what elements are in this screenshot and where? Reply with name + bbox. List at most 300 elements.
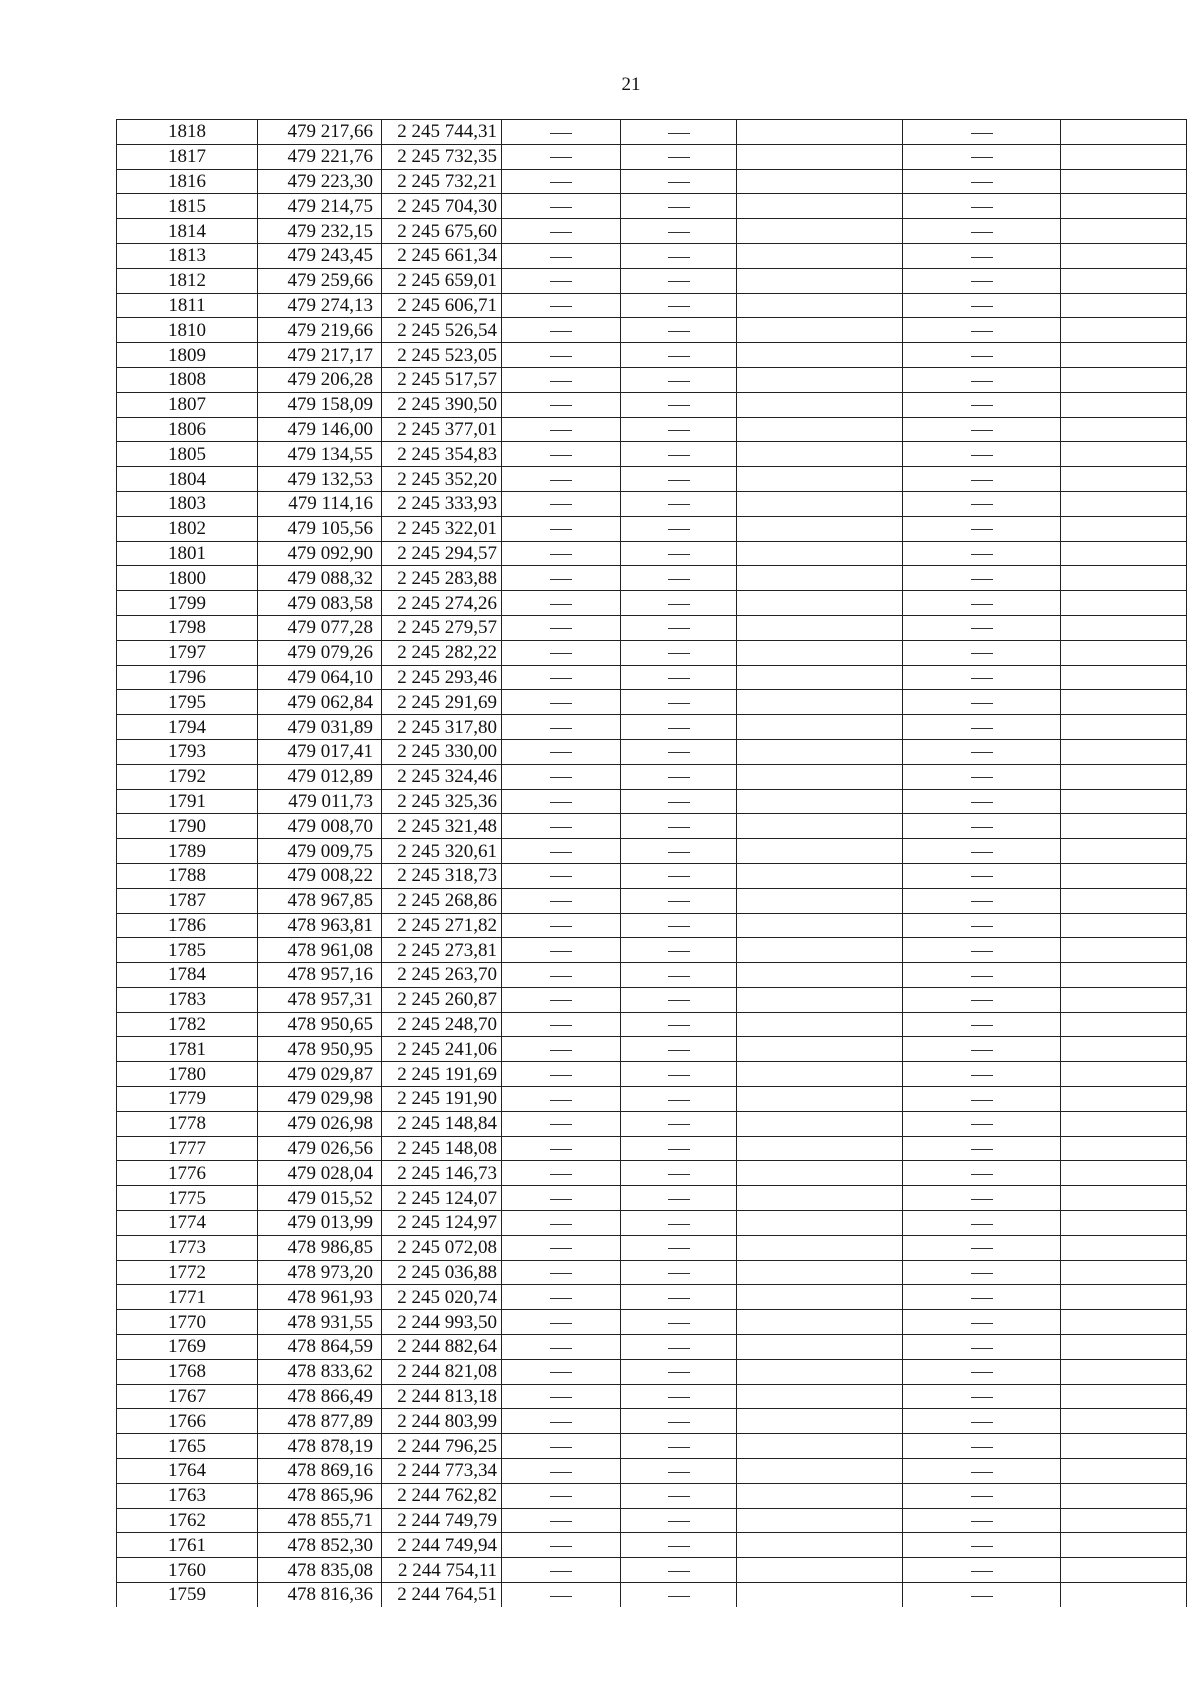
blank-cell <box>737 1285 903 1310</box>
point-number: 1806 <box>117 417 258 442</box>
blank-cell <box>1061 144 1187 169</box>
dash-mark <box>668 1372 690 1373</box>
point-number: 1801 <box>117 541 258 566</box>
blank-cell <box>1061 1161 1187 1186</box>
blank-cell <box>1061 739 1187 764</box>
dash-mark <box>971 1025 993 1026</box>
dash-cell <box>903 913 1061 938</box>
dash-cell <box>903 1235 1061 1260</box>
blank-cell <box>737 268 903 293</box>
blank-cell <box>1061 1111 1187 1136</box>
table-row <box>117 1384 1187 1409</box>
blank-cell <box>737 789 903 814</box>
dash-mark <box>971 1298 993 1299</box>
table-row <box>117 963 1187 988</box>
dash-mark <box>668 1422 690 1423</box>
dash-mark <box>550 703 572 704</box>
coord-y: 2 245 322,01 <box>382 516 502 541</box>
blank-cell <box>1061 1483 1187 1508</box>
dash-mark <box>971 604 993 605</box>
dash-mark <box>668 1000 690 1001</box>
dash-mark <box>971 653 993 654</box>
dash-cell <box>502 814 621 839</box>
dash-mark <box>550 1496 572 1497</box>
blank-cell <box>1061 566 1187 591</box>
dash-mark <box>550 901 572 902</box>
blank-cell <box>737 1558 903 1583</box>
dash-cell <box>903 566 1061 591</box>
coord-x: 479 026,56 <box>258 1136 382 1161</box>
dash-mark <box>550 1050 572 1051</box>
dash-mark <box>971 1248 993 1249</box>
dash-cell <box>903 120 1061 145</box>
dash-mark <box>668 1546 690 1547</box>
coord-x: 479 009,75 <box>258 839 382 864</box>
coord-y: 2 245 191,69 <box>382 1062 502 1087</box>
dash-mark <box>550 1224 572 1225</box>
blank-cell <box>737 1459 903 1484</box>
dash-mark <box>971 1000 993 1001</box>
dash-cell <box>903 1384 1061 1409</box>
dash-cell <box>621 1459 737 1484</box>
table-row <box>117 1012 1187 1037</box>
coord-y: 2 245 293,46 <box>382 665 502 690</box>
dash-mark <box>550 802 572 803</box>
dash-cell <box>502 1434 621 1459</box>
coord-y: 2 245 659,01 <box>382 268 502 293</box>
dash-cell <box>621 442 737 467</box>
point-number: 1763 <box>117 1483 258 1508</box>
dash-cell <box>621 1335 737 1360</box>
point-number: 1773 <box>117 1235 258 1260</box>
dash-mark <box>550 207 572 208</box>
table-row <box>117 120 1187 145</box>
dash-mark <box>550 306 572 307</box>
dash-cell <box>621 1161 737 1186</box>
table-row <box>117 1161 1187 1186</box>
dash-cell <box>903 839 1061 864</box>
dash-cell <box>621 491 737 516</box>
dash-mark <box>971 1596 993 1597</box>
dash-cell <box>903 541 1061 566</box>
coord-x: 479 008,70 <box>258 814 382 839</box>
table-row <box>117 243 1187 268</box>
blank-cell <box>1061 1087 1187 1112</box>
blank-cell <box>1061 1409 1187 1434</box>
dash-cell <box>502 938 621 963</box>
blank-cell <box>737 1012 903 1037</box>
blank-cell <box>1061 1359 1187 1384</box>
coord-x: 478 835,08 <box>258 1558 382 1583</box>
blank-cell <box>1061 1285 1187 1310</box>
blank-cell <box>737 1508 903 1533</box>
table-row <box>117 1335 1187 1360</box>
blank-cell <box>1061 1533 1187 1558</box>
blank-cell <box>1061 938 1187 963</box>
dash-mark <box>668 306 690 307</box>
table-row <box>117 1359 1187 1384</box>
dash-mark <box>971 133 993 134</box>
dash-mark <box>971 951 993 952</box>
point-number: 1761 <box>117 1533 258 1558</box>
dash-mark <box>550 529 572 530</box>
blank-cell <box>737 987 903 1012</box>
point-number: 1789 <box>117 839 258 864</box>
blank-cell <box>737 739 903 764</box>
dash-cell <box>903 1558 1061 1583</box>
blank-cell <box>1061 1012 1187 1037</box>
dash-cell <box>621 1533 737 1558</box>
blank-cell <box>1061 1136 1187 1161</box>
coord-x: 479 214,75 <box>258 194 382 219</box>
table-row <box>117 615 1187 640</box>
dash-mark <box>550 653 572 654</box>
dash-mark <box>668 852 690 853</box>
coord-y: 2 245 020,74 <box>382 1285 502 1310</box>
dash-cell <box>621 1087 737 1112</box>
dash-cell <box>903 715 1061 740</box>
coord-x: 478 852,30 <box>258 1533 382 1558</box>
dash-cell <box>903 1186 1061 1211</box>
coord-y: 2 244 803,99 <box>382 1409 502 1434</box>
dash-cell <box>903 1062 1061 1087</box>
coord-x: 479 008,22 <box>258 863 382 888</box>
dash-cell <box>903 764 1061 789</box>
dash-cell <box>621 144 737 169</box>
point-number: 1765 <box>117 1434 258 1459</box>
coord-y: 2 245 271,82 <box>382 913 502 938</box>
blank-cell <box>737 194 903 219</box>
coord-x: 479 077,28 <box>258 615 382 640</box>
dash-cell <box>903 1434 1061 1459</box>
blank-cell <box>737 1335 903 1360</box>
dash-mark <box>668 901 690 902</box>
coord-y: 2 245 036,88 <box>382 1260 502 1285</box>
dash-mark <box>668 1472 690 1473</box>
dash-cell <box>903 1260 1061 1285</box>
coord-x: 478 957,31 <box>258 987 382 1012</box>
table-row <box>117 343 1187 368</box>
blank-cell <box>737 839 903 864</box>
blank-cell <box>1061 392 1187 417</box>
table-row <box>117 442 1187 467</box>
dash-cell <box>903 343 1061 368</box>
table-row <box>117 1211 1187 1236</box>
page-number: 21 <box>621 74 641 95</box>
dash-cell <box>903 169 1061 194</box>
point-number: 1784 <box>117 963 258 988</box>
dash-cell <box>903 243 1061 268</box>
dash-mark <box>971 777 993 778</box>
blank-cell <box>1061 343 1187 368</box>
dash-cell <box>903 1012 1061 1037</box>
dash-cell <box>903 963 1061 988</box>
blank-cell <box>1061 442 1187 467</box>
dash-cell <box>903 665 1061 690</box>
blank-cell <box>737 566 903 591</box>
dash-mark <box>971 1323 993 1324</box>
point-number: 1793 <box>117 739 258 764</box>
dash-cell <box>621 1483 737 1508</box>
blank-cell <box>1061 1260 1187 1285</box>
dash-mark <box>668 1348 690 1349</box>
coord-x: 479 083,58 <box>258 591 382 616</box>
blank-cell <box>737 665 903 690</box>
blank-cell <box>1061 1434 1187 1459</box>
dash-mark <box>668 504 690 505</box>
dash-cell <box>502 392 621 417</box>
dash-mark <box>550 331 572 332</box>
blank-cell <box>737 690 903 715</box>
blank-cell <box>737 1434 903 1459</box>
dash-mark <box>971 852 993 853</box>
point-number: 1771 <box>117 1285 258 1310</box>
dash-cell <box>502 913 621 938</box>
blank-cell <box>737 442 903 467</box>
blank-cell <box>737 343 903 368</box>
dash-mark <box>971 1521 993 1522</box>
dash-cell <box>621 1434 737 1459</box>
dash-mark <box>971 529 993 530</box>
coord-y: 2 245 606,71 <box>382 293 502 318</box>
dash-cell <box>621 318 737 343</box>
point-number: 1794 <box>117 715 258 740</box>
blank-cell <box>1061 1384 1187 1409</box>
coord-x: 478 878,19 <box>258 1434 382 1459</box>
dash-mark <box>668 604 690 605</box>
dash-cell <box>502 417 621 442</box>
blank-cell <box>737 541 903 566</box>
dash-cell <box>502 467 621 492</box>
coord-y: 2 245 744,31 <box>382 120 502 145</box>
dash-cell <box>903 1359 1061 1384</box>
coord-x: 479 217,17 <box>258 343 382 368</box>
dash-cell <box>502 739 621 764</box>
dash-cell <box>502 690 621 715</box>
table-row <box>117 194 1187 219</box>
dash-cell <box>502 1508 621 1533</box>
table-row <box>117 863 1187 888</box>
blank-cell <box>1061 467 1187 492</box>
blank-cell <box>737 913 903 938</box>
blank-cell <box>737 219 903 244</box>
blank-cell <box>1061 888 1187 913</box>
blank-cell <box>1061 1211 1187 1236</box>
dash-cell <box>502 318 621 343</box>
point-number: 1805 <box>117 442 258 467</box>
dash-mark <box>668 1224 690 1225</box>
dash-mark <box>668 1323 690 1324</box>
dash-cell <box>621 1285 737 1310</box>
dash-cell <box>903 1211 1061 1236</box>
dash-mark <box>668 976 690 977</box>
dash-cell <box>621 814 737 839</box>
blank-cell <box>737 120 903 145</box>
coord-x: 478 855,71 <box>258 1508 382 1533</box>
coord-x: 479 013,99 <box>258 1211 382 1236</box>
dash-mark <box>971 1447 993 1448</box>
coord-y: 2 245 333,93 <box>382 491 502 516</box>
blank-cell <box>737 863 903 888</box>
coord-y: 2 245 273,81 <box>382 938 502 963</box>
point-number: 1775 <box>117 1186 258 1211</box>
point-number: 1816 <box>117 169 258 194</box>
table-row <box>117 1260 1187 1285</box>
coord-x: 479 134,55 <box>258 442 382 467</box>
dash-cell <box>621 1136 737 1161</box>
dash-cell <box>502 1533 621 1558</box>
dash-cell <box>502 1409 621 1434</box>
dash-mark <box>550 728 572 729</box>
point-number: 1813 <box>117 243 258 268</box>
dash-cell <box>903 814 1061 839</box>
table-row <box>117 1508 1187 1533</box>
dash-mark <box>668 777 690 778</box>
blank-cell <box>1061 963 1187 988</box>
dash-cell <box>903 318 1061 343</box>
dash-cell <box>621 1186 737 1211</box>
point-number: 1807 <box>117 392 258 417</box>
coord-x: 479 274,13 <box>258 293 382 318</box>
blank-cell <box>1061 863 1187 888</box>
point-number: 1772 <box>117 1260 258 1285</box>
coord-x: 479 092,90 <box>258 541 382 566</box>
dash-mark <box>668 257 690 258</box>
dash-cell <box>903 1310 1061 1335</box>
table-row <box>117 467 1187 492</box>
table-row <box>117 1037 1187 1062</box>
coord-x: 479 028,04 <box>258 1161 382 1186</box>
dash-mark <box>550 1298 572 1299</box>
dash-mark <box>971 1397 993 1398</box>
dash-mark <box>971 430 993 431</box>
dash-mark <box>971 1546 993 1547</box>
blank-cell <box>1061 318 1187 343</box>
dash-cell <box>621 293 737 318</box>
coord-y: 2 244 821,08 <box>382 1359 502 1384</box>
blank-cell <box>737 491 903 516</box>
coord-x: 479 132,53 <box>258 467 382 492</box>
table-row <box>117 764 1187 789</box>
coord-y: 2 245 282,22 <box>382 640 502 665</box>
dash-mark <box>971 1075 993 1076</box>
dash-mark <box>550 579 572 580</box>
point-number: 1796 <box>117 665 258 690</box>
dash-mark <box>971 728 993 729</box>
dash-mark <box>971 901 993 902</box>
dash-cell <box>621 467 737 492</box>
coord-x: 479 232,15 <box>258 219 382 244</box>
blank-cell <box>1061 268 1187 293</box>
table-row <box>117 591 1187 616</box>
dash-mark <box>668 232 690 233</box>
coord-y: 2 245 321,48 <box>382 814 502 839</box>
coord-x: 479 219,66 <box>258 318 382 343</box>
dash-cell <box>502 963 621 988</box>
dash-mark <box>668 1050 690 1051</box>
dash-cell <box>903 1136 1061 1161</box>
coord-x: 479 114,16 <box>258 491 382 516</box>
dash-cell <box>502 1285 621 1310</box>
dash-mark <box>668 752 690 753</box>
dash-cell <box>502 1012 621 1037</box>
dash-mark <box>971 1199 993 1200</box>
blank-cell <box>1061 1235 1187 1260</box>
coord-y: 2 245 268,86 <box>382 888 502 913</box>
coord-y: 2 245 320,61 <box>382 839 502 864</box>
dash-mark <box>550 1447 572 1448</box>
blank-cell <box>737 1211 903 1236</box>
blank-cell <box>1061 1186 1187 1211</box>
point-number: 1811 <box>117 293 258 318</box>
blank-cell <box>737 1186 903 1211</box>
dash-cell <box>502 615 621 640</box>
dash-mark <box>550 876 572 877</box>
blank-cell <box>1061 615 1187 640</box>
coord-y: 2 244 813,18 <box>382 1384 502 1409</box>
dash-cell <box>903 863 1061 888</box>
dash-cell <box>903 219 1061 244</box>
dash-mark <box>971 356 993 357</box>
coord-x: 478 869,16 <box>258 1459 382 1484</box>
point-number: 1764 <box>117 1459 258 1484</box>
dash-mark <box>550 1397 572 1398</box>
dash-cell <box>903 417 1061 442</box>
dash-cell <box>621 219 737 244</box>
coord-y: 2 245 274,26 <box>382 591 502 616</box>
dash-cell <box>502 789 621 814</box>
blank-cell <box>1061 293 1187 318</box>
blank-cell <box>737 1235 903 1260</box>
coord-y: 2 245 260,87 <box>382 987 502 1012</box>
coord-y: 2 244 882,64 <box>382 1335 502 1360</box>
blank-cell <box>1061 640 1187 665</box>
point-number: 1810 <box>117 318 258 343</box>
dash-mark <box>550 381 572 382</box>
dash-mark <box>550 480 572 481</box>
dash-cell <box>502 1260 621 1285</box>
dash-cell <box>502 169 621 194</box>
dash-mark <box>971 876 993 877</box>
table-row <box>117 789 1187 814</box>
coord-x: 479 243,45 <box>258 243 382 268</box>
blank-cell <box>737 293 903 318</box>
dash-cell <box>502 1483 621 1508</box>
dash-mark <box>971 703 993 704</box>
table-row <box>117 1111 1187 1136</box>
dash-cell <box>621 863 737 888</box>
point-number: 1790 <box>117 814 258 839</box>
dash-cell <box>903 938 1061 963</box>
dash-cell <box>621 392 737 417</box>
coord-y: 2 245 124,97 <box>382 1211 502 1236</box>
dash-mark <box>971 381 993 382</box>
dash-cell <box>903 888 1061 913</box>
dash-cell <box>502 1310 621 1335</box>
table-row <box>117 938 1187 963</box>
coord-y: 2 245 354,83 <box>382 442 502 467</box>
dash-mark <box>550 1372 572 1373</box>
dash-cell <box>502 863 621 888</box>
dash-mark <box>971 926 993 927</box>
dash-cell <box>903 1335 1061 1360</box>
point-number: 1774 <box>117 1211 258 1236</box>
dash-mark <box>550 1422 572 1423</box>
table-row <box>117 1533 1187 1558</box>
dash-cell <box>621 343 737 368</box>
dash-mark <box>550 1100 572 1101</box>
coord-y: 2 245 283,88 <box>382 566 502 591</box>
